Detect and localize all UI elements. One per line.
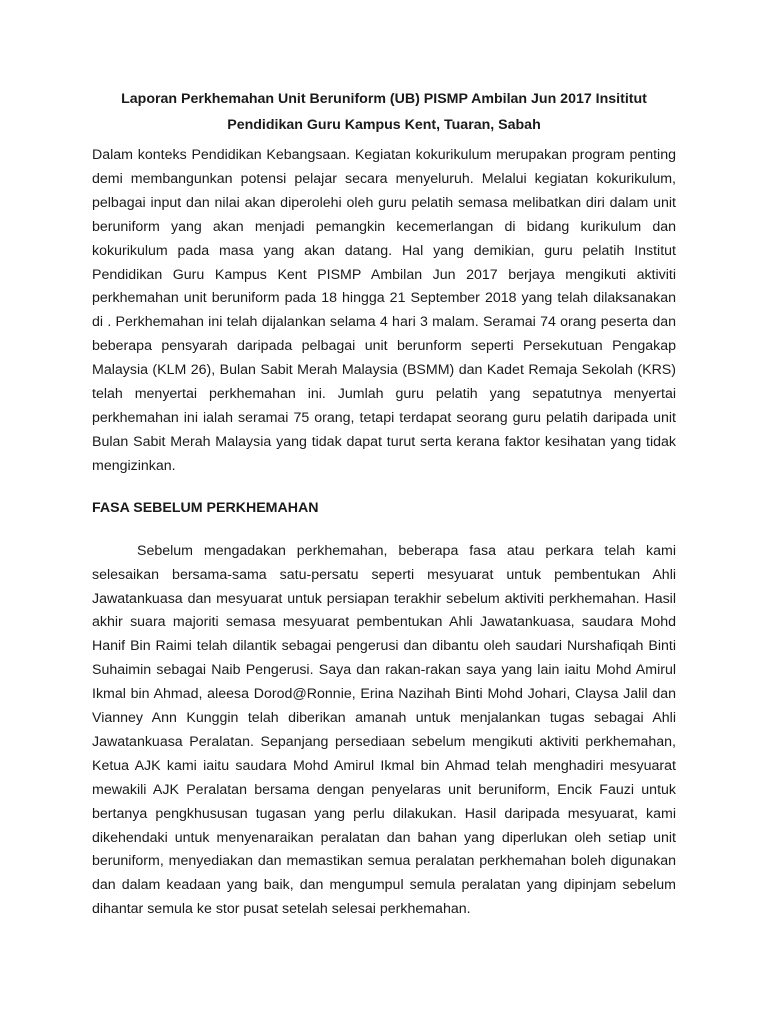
document-title-line-2: Pendidikan Guru Kampus Kent, Tuaran, Sabah <box>227 117 541 133</box>
intro-paragraph: Dalam konteks Pendidikan Kebangsaan. Kegiatan kokurikulum merupakan program penting demi membangunkan potensi pelajar secara menyeluruh. Melalui kegiatan kokurikulum, pelbagai input dan nilai akan diperolehi oleh guru pelatih semasa melibatkan diri dalam unit beruniform yang akan menjadi pemangkin kecemerlangan di bidang kurikulum dan kokurikulum pada masa yang akan datang. Hal yang demikian, guru pelatih Institut Pendidikan Guru Kampus Kent PISMP Ambilan Jun 2017 berjaya mengikuti aktiviti perkhemahan unit beruniform pada 18 hingga 21 September 2018 yang telah dilaksanakan di . Perkhemahan ini telah dijalankan selama 4 hari 3 malam. Seramai 74 orang peserta dan beberapa pensyarah daripada pelbagai unit berunform seperti Persekutuan Pengakap Malaysia (KLM 26), Bulan Sabit Merah Malaysia (BSMM) dan Kadet Remaja Sekolah (KRS) telah menyertai perkhemahan ini. Jumlah guru pelatih yang sepatutnya menyertai perkhemahan ini ialah seramai 75 orang, tetapi terdapat seorang guru pelatih daripada unit Bulan Sabit Merah Malaysia yang tidak dapat turut serta kerana faktor kesihatan yang tidak mengizinkan. <box>92 147 676 474</box>
section-heading: FASA SEBELUM PERKHEMAHAN <box>92 499 319 516</box>
document-title-line-1: Laporan Perkhemahan Unit Beruniform (UB) PISMP Ambilan Jun 2017 Insititut <box>121 91 647 107</box>
section-paragraph: Sebelum mengadakan perkhemahan, beberapa fasa atau perkara telah kami selesaikan bersama-sama satu-persatu seperti mesyuarat untuk pembentukan Ahli Jawatankuasa dan mesyuarat untuk persiapan terakhir sebelum aktiviti perkhemahan. Hasil akhir suara majoriti semasa mesyuarat pembentukan Ahli Jawatankuasa, saudara Mohd Hanif Bin Raimi telah dilantik sebagai pengerusi dan dibantu oleh saudari Nurshafiqah Binti Suhaimin sebagai Naib Pengerusi. Saya dan rakan-rakan saya yang lain iaitu Mohd Amirul Ikmal bin Ahmad, aleesa Dorod@Ronnie, Erina Nazihah Binti Mohd Johari, Claysa Jalil dan Vianney Ann Kunggin telah diberikan amanah untuk menjalankan tugas sebagai Ahli Jawatankuasa Peralatan. Sepanjang persediaan sebelum mengikuti aktiviti perkhemahan, Ketua AJK kami iaitu saudara Mohd Amirul Ikmal bin Ahmad telah menghadiri mesyuarat mewakili AJK Peralatan bersama dengan penyelaras unit beruniform, Encik Fauzi untuk bertanya pengkhususan tugasan yang perlu dilakukan. Hasil daripada mesyuarat, kami dikehendaki untuk menyenaraikan peralatan dan bahan yang diperlukan oleh setiap unit beruniform, menyediakan dan memastikan semua peralatan perkhemahan boleh digunakan dan dalam keadaan yang baik, dan mengumpul semula peralatan yang dipinjam sebelum dihantar semula ke stor pusat setelah selesai perkhemahan. <box>92 542 676 918</box>
document-page <box>92 86 676 922</box>
document-title <box>92 86 676 138</box>
